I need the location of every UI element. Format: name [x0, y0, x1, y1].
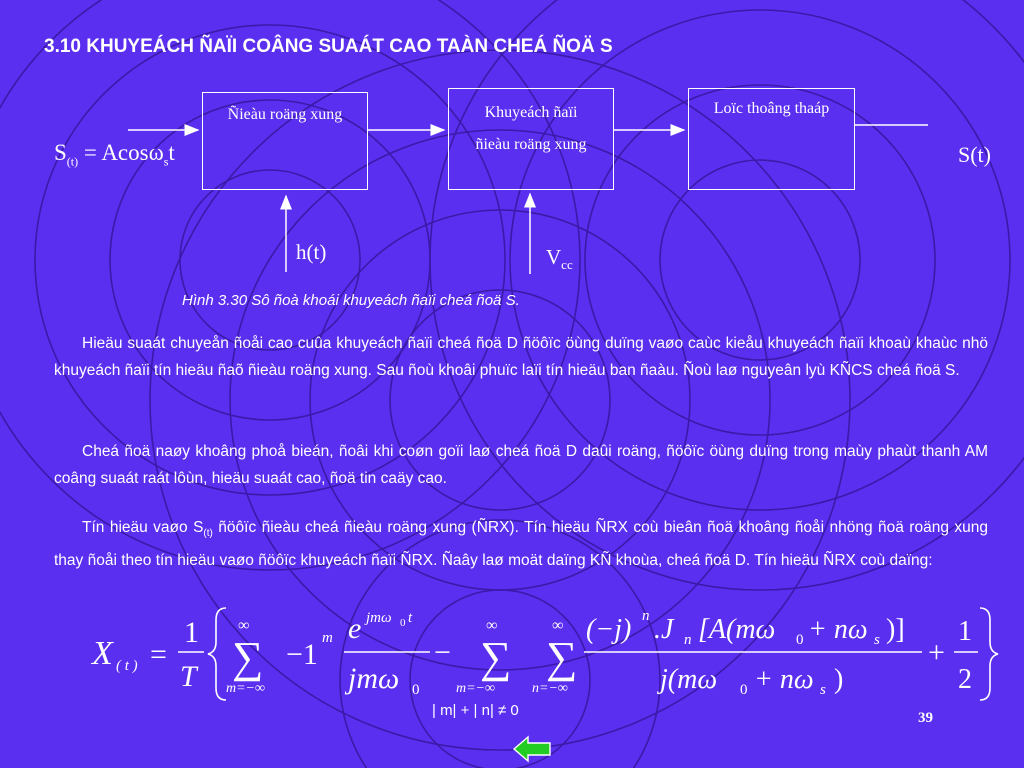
formula-equals: = [150, 638, 167, 671]
paragraph-1: Hieäu suaát chuyeån ñoåi cao cuûa khuyeách ñaïi cheá ñoä D ñöôïc öùng duïng vaøo caùc kieåu khuyeách ñaïi khoaù khaùc nhö khuyeách ñaïi tín hieäu ñaõ ñieàu roäng xung. Sau ñoù khoâi phuïc laïi tín hieäu ban ñaàu. Ñoù laø nguyeân lyù KÑCS cheá ñoä S. [54, 335, 988, 379]
sum3-upper: ∞ [552, 617, 564, 634]
num2-c-sub: 0 [796, 632, 804, 648]
formula-lhs-sub: ( t ) [116, 658, 138, 674]
formula-one: 1 [184, 616, 199, 649]
page-number: 39 [918, 710, 933, 726]
den2-b: + nω [754, 664, 814, 695]
formula-T: T [180, 660, 197, 693]
paragraph-2: Cheá ñoä naøy khoâng phoå bieán, ñoâi khi coøn goïi laø cheá ñoä D daûi roäng, ñöôïc öùng duïng trong maùy phaùt thanh AM coâng suaát raát lôùn, hieäu suaát cao, ñoä tin caäy cao. [54, 443, 988, 487]
minus-one: −1 [286, 638, 318, 671]
formula-minus: − [434, 636, 451, 669]
pwm-amplifier-block [448, 88, 614, 190]
num2-n: n [642, 608, 650, 624]
h-signal-label: h(t) [296, 240, 327, 264]
arrow-left-icon[interactable] [512, 735, 552, 763]
output-signal-label: S(t) [958, 142, 991, 167]
pwm-block [202, 92, 368, 190]
num2-e: )] [886, 614, 905, 645]
num2-bsub: n [684, 632, 692, 648]
num2-d: + nω [808, 614, 868, 645]
formula-plus: + [928, 636, 945, 669]
sum1-symbol: ∑ [232, 633, 264, 682]
right-brace [980, 608, 998, 700]
exp-power: jmω [366, 610, 392, 626]
half-num: 1 [958, 616, 972, 647]
exp-e: e [348, 612, 362, 645]
den2-a-sub: 0 [740, 682, 748, 698]
pwm-formula [80, 598, 1000, 708]
slide-title: 3.10 KHUYEÁCH ÑAÏI COÂNG SUAÁT CAO TAÀN CHEÁ ÑOÄ S [44, 36, 613, 57]
left-brace [208, 608, 226, 700]
sum1-lower: m=−∞ [226, 681, 265, 696]
formula-lhs-X: X [92, 635, 113, 672]
figure-caption: Hình 3.30 Sô ñoà khoái khuyeách ñaïi cheá ñoä S. [182, 292, 520, 309]
den2-c: ) [834, 664, 844, 695]
paragraph-3: Tín hieäu vaøo $S_{(t)}$ ñöôïc ñieàu cheá ñieàu roäng xung (ÑRX). Tín hieäu ÑRX coù bieân ñoä khoâng ñoåi nhöng ñoä roäng xung thay ñoåi theo tín hieäu vaøo ñöôïc khuyeách ñaïi ÑRX. Ñaây laø moät daïng KÑ khoùa, cheá ñoä D. Tín hieäu ÑRX coù daïng: [54, 519, 988, 570]
den2-b-sub: s [820, 682, 826, 698]
sum1-upper: ∞ [238, 617, 250, 634]
den2-a: j(mω [660, 664, 718, 695]
vcc-label: $V_{cc}$ [546, 245, 573, 273]
half-den: 2 [958, 664, 972, 695]
den1-sub: 0 [412, 682, 420, 698]
sum3-symbol: ∑ [546, 633, 578, 682]
sum2-symbol: ∑ [480, 633, 512, 682]
exp-power-t: t [408, 610, 413, 626]
pwm-block-label: Ñieàu roäng xung [227, 106, 343, 123]
sum2-lower: m=−∞ [456, 681, 495, 696]
minus-one-exp: m [322, 630, 333, 646]
den1: jmω [348, 662, 400, 695]
formula-condition: | m| + | n| ≠ 0 [432, 702, 519, 719]
num2-c: [A(mω [698, 614, 776, 645]
num2-d-sub: s [874, 632, 880, 648]
input-signal-label: $S_{(t)} = Acos\omega_st$ [54, 140, 175, 169]
pwm-amplifier-label-line1: Khuyeách ñaïi [484, 104, 578, 121]
sum3-lower: n=−∞ [532, 681, 568, 696]
lowpass-filter-label: Loïc thoâng thaáp [713, 100, 830, 117]
sum2-upper: ∞ [486, 617, 498, 634]
num2-b: .J [654, 614, 674, 645]
lowpass-filter-block [688, 88, 855, 190]
pwm-amplifier-label-line2: ñieàu roäng xung [475, 136, 587, 153]
exp-power-sub: 0 [400, 617, 406, 629]
num2-a: (−j) [586, 614, 632, 645]
